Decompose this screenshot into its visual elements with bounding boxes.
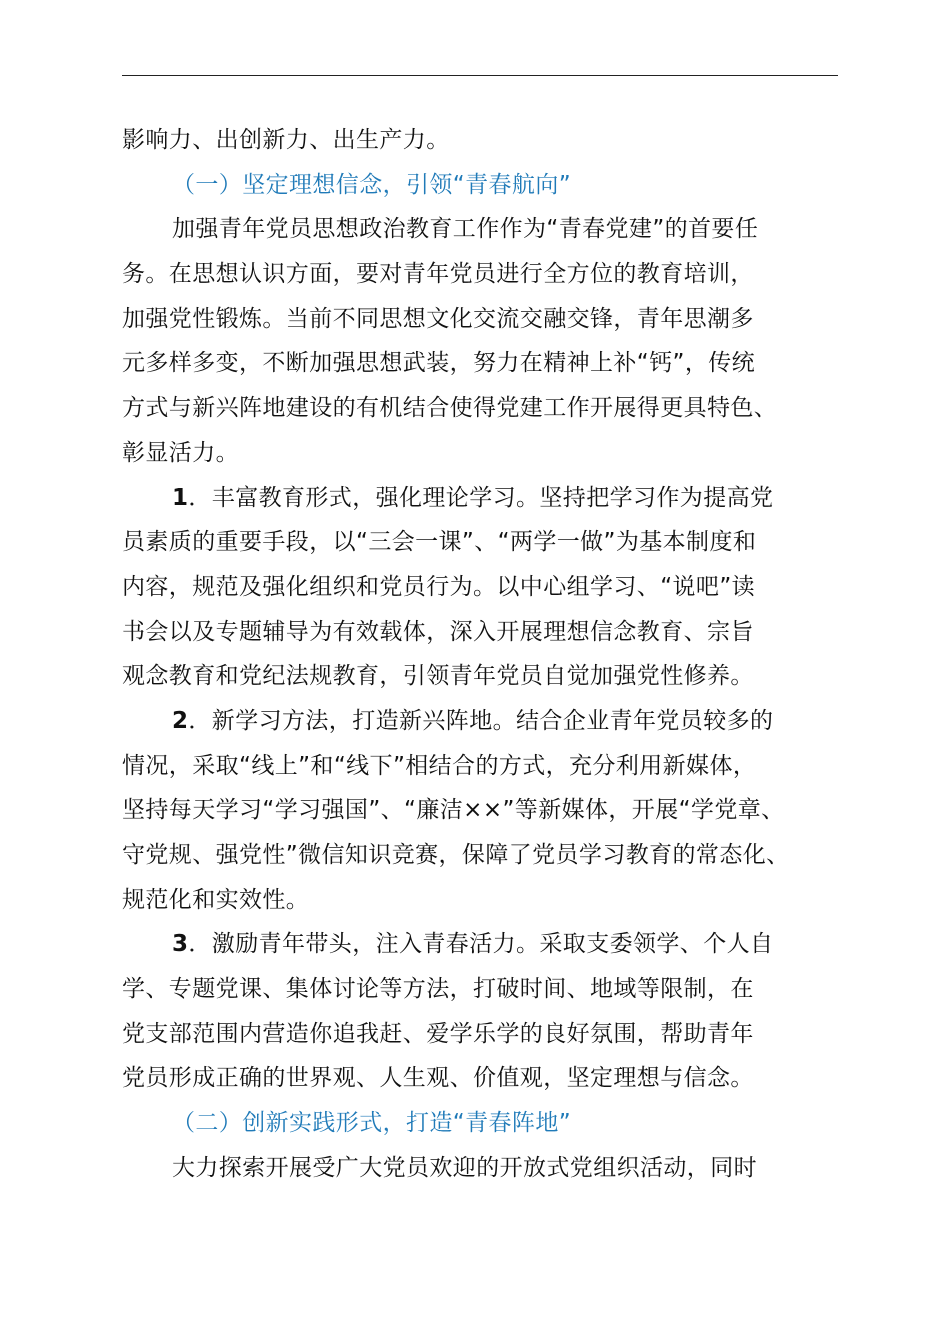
list-item-3 [122, 922, 838, 967]
item-number: 3 [172, 931, 189, 958]
item-number: 2 [172, 707, 189, 734]
body-line: 元多样多变，不断加强思想武装，努力在精神上补“钙”，传统 [122, 350, 756, 377]
body-line: 守党规、强党性”微信知识竞赛，保障了党员学习教育的常态化、 [122, 842, 790, 868]
section-heading-2: （二）创新实践形式，打造“青春阵地” [172, 1110, 572, 1137]
item-text: ．激励青年带头，注入青春活力。采取支委领学、个人自 [188, 931, 774, 958]
body-line: 大力探索开展受广大党员欢迎的开放式党组织活动，同时 [172, 1154, 757, 1181]
body-line: 观念教育和党纪法规教育，引领青年党员自觉加强党性修养。 [122, 663, 754, 690]
body-line: 学、专题党课、集体讨论等方法，打破时间、地域等限制，在 [122, 976, 754, 1003]
item-number: 1 [172, 484, 189, 511]
item-text: ．新学习方法，打造新兴阵地。结合企业青年党员较多的 [188, 707, 774, 734]
body-line: 务。在思想认识方面，要对青年党员进行全方位的教育培训， [122, 261, 754, 288]
header-rule [122, 75, 838, 76]
list-item-2 [122, 699, 838, 744]
body-line: 内容，规范及强化组织和党员行为。以中心组学习、“说吧”读 [122, 573, 756, 600]
body-line: 影响力、出创新力、出生产力。 [122, 127, 450, 153]
body-line: 彰显活力。 [122, 439, 239, 466]
body-line: 情况，采取“线上”和“线下”相结合的方式，充分利用新媒体， [122, 752, 757, 779]
list-item-1 [122, 476, 838, 521]
body-line: 方式与新兴阵地建设的有机结合使得党建工作开展得更具特色、 [122, 395, 778, 422]
document-body [122, 118, 838, 1191]
body-line: 党支部范围内营造你追我赶、爱学乐学的良好氛围，帮助青年 [122, 1020, 754, 1047]
item-text: ．丰富教育形式，强化理论学习。坚持把学习作为提高党 [188, 484, 774, 511]
body-line: 党员形成正确的世界观、人生观、价值观，坚定理想与信念。 [122, 1065, 754, 1092]
body-line: 加强党性锻炼。当前不同思想文化交流交融交锋，青年思潮多 [122, 305, 754, 332]
body-line: 规范化和实效性。 [122, 886, 310, 913]
section-heading-1: （一）坚定理想信念，引领“青春航向” [172, 171, 572, 198]
body-line: 员素质的重要手段，以“三会一课”、“两学一做”为基本制度和 [122, 529, 757, 556]
body-line: 书会以及专题辅导为有效载体，深入开展理想信念教育、宗旨 [122, 618, 754, 645]
body-line: 加强青年党员思想政治教育工作作为“青春党建”的首要任 [172, 216, 759, 243]
body-line: 坚持每天学习“学习强国”、“廉洁××”等新媒体，开展“学党章、 [122, 797, 785, 824]
